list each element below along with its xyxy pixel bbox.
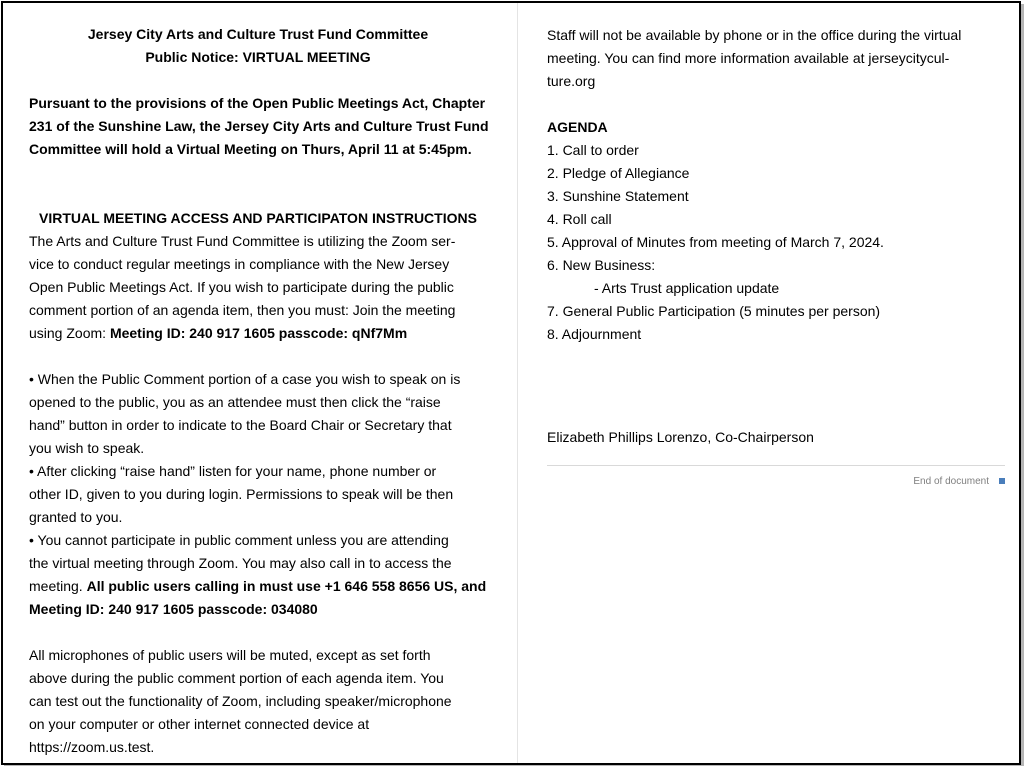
- signature: Elizabeth Phillips Lorenzo, Co-Chairperson: [547, 429, 814, 445]
- staff-paragraph: [547, 24, 1005, 93]
- text-line: • After clicking “raise hand” listen for your name, phone number or: [29, 463, 437, 479]
- notice-line: 231 of the Sunshine Law, the Jersey City Arts and Culture Trust Fund: [29, 118, 489, 134]
- text-line: on your computer or other internet connected device at: [29, 716, 370, 732]
- text-line: opened to the public, you as an attendee must then click the “raise: [29, 394, 441, 410]
- text-line: • You cannot participate in public comment unless you are attending: [29, 532, 449, 548]
- bullet-after-clicking: [29, 460, 487, 529]
- instructions-paragraph: [29, 230, 487, 345]
- zoom-prefix: using Zoom:: [29, 325, 110, 341]
- text-line: comment portion of an agenda item, then you must: Join the meeting: [29, 302, 456, 318]
- text-line: Staff will not be available by phone or in the office during the virtual: [547, 27, 962, 43]
- text-line: above during the public comment portion of each agenda item. You: [29, 670, 444, 686]
- end-of-document-marker: [547, 475, 1005, 489]
- text-line: the virtual meeting through Zoom. You may also call in to access the: [29, 555, 452, 571]
- agenda-item: 3. Sunshine Statement: [547, 188, 689, 204]
- text-line: Open Public Meetings Act. If you wish to participate during the public: [29, 279, 454, 295]
- text-line: ture.org: [547, 73, 596, 89]
- notice-line: Pursuant to the provisions of the Open Public Meetings Act, Chapter: [29, 95, 486, 111]
- text-line: can test out the functionality of Zoom, including speaker/microphone: [29, 693, 452, 709]
- text-line: meeting. You can find more information available at jerseycitycul-: [547, 50, 950, 66]
- text-line: The Arts and Culture Trust Fund Committee is utilizing the Zoom ser-: [29, 233, 456, 249]
- header-line-1: Jersey City Arts and Culture Trust Fund Committee: [87, 26, 429, 42]
- text-line: • When the Public Comment portion of a case you wish to speak on is: [29, 371, 461, 387]
- microphone-paragraph: [29, 644, 487, 759]
- left-column: [29, 3, 487, 759]
- right-column: [547, 3, 1005, 489]
- agenda-item: 5. Approval of Minutes from meeting of March 7, 2024.: [547, 234, 884, 250]
- agenda-heading: AGENDA: [547, 119, 608, 135]
- call-in-meeting-id: Meeting ID: 240 917 1605 passcode: 034080: [29, 601, 318, 617]
- column-divider: [517, 3, 518, 763]
- notice-line: Committee will hold a Virtual Meeting on Thurs, April 11 at 5:45pm.: [29, 141, 472, 157]
- agenda-item: 2. Pledge of Allegiance: [547, 165, 690, 181]
- end-rule: [547, 465, 1005, 466]
- text-line: vice to conduct regular meetings in compliance with the New Jersey: [29, 256, 450, 272]
- text-line: other ID, given to you during login. Permissions to speak will be then: [29, 486, 454, 502]
- agenda-item: 7. General Public Participation (5 minutes per person): [547, 303, 881, 319]
- header-line-2: Public Notice: VIRTUAL MEETING: [145, 49, 371, 65]
- call-in-number: All public users calling in must use +1 646 558 8656 US, and: [86, 578, 487, 594]
- instructions-heading: VIRTUAL MEETING ACCESS AND PARTICIPATON INSTRUCTIONS: [39, 210, 477, 226]
- agenda-item: 4. Roll call: [547, 211, 612, 227]
- text-line: you wish to speak.: [29, 440, 145, 456]
- text-line: All microphones of public users will be muted, except as set forth: [29, 647, 431, 663]
- agenda-item: 1. Call to order: [547, 142, 639, 158]
- agenda-sub-item: - Arts Trust application update: [594, 280, 780, 296]
- bullet-raise-hand: [29, 368, 487, 460]
- agenda-item: 8. Adjournment: [547, 326, 642, 342]
- agenda-list: [547, 139, 1005, 346]
- text-line: [29, 322, 487, 345]
- meeting-id-info: Meeting ID: 240 917 1605 passcode: qNf7Mm: [109, 325, 408, 341]
- document-frame: [1, 1, 1021, 765]
- end-square-icon: [999, 478, 1005, 484]
- zoom-test-link[interactable]: https://zoom.us.test.: [29, 739, 155, 755]
- text-line: [29, 575, 487, 598]
- agenda-item: 6. New Business:: [547, 257, 656, 273]
- call-in-prefix: meeting.: [29, 578, 87, 594]
- text-line: hand” button in order to indicate to the Board Chair or Secretary that: [29, 417, 452, 433]
- bullet-call-in: [29, 529, 487, 621]
- end-of-document-label: End of document: [913, 476, 989, 487]
- text-line: granted to you.: [29, 509, 123, 525]
- notice-paragraph: [29, 92, 487, 161]
